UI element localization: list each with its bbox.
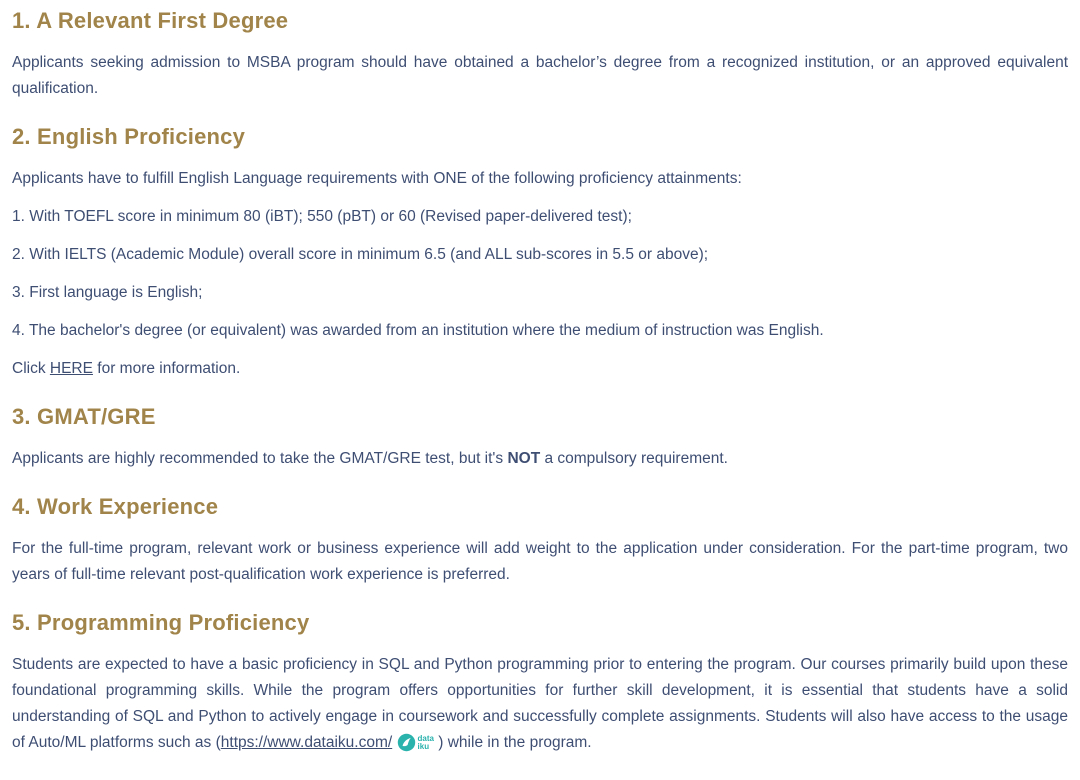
programming-text-before: Students are expected to have a basic proficiency in SQL and Python programming prior to entering the program. Our courses primarily build upon these foundational programming skills. While the program offers opportunities for further skill development, it is essential that students have a solid understanding of SQL and Python to actively engage in coursework and successfully complete assignments. Students will also have access to the usage of Auto/ML platforms such as ( (12, 656, 1068, 751)
section-heading-gmat-gre: 3. GMAT/GRE (12, 404, 156, 429)
dataiku-bird-icon (397, 733, 416, 752)
more-info-prefix: Click (12, 360, 50, 377)
section-gmat-gre (12, 404, 1068, 472)
section-heading-first-degree: 1. A Relevant First Degree (12, 8, 289, 33)
not-emphasis: NOT (507, 450, 541, 467)
gmat-text-before: Applicants are highly recommended to take the GMAT/GRE test, but it's (12, 450, 508, 467)
more-info-suffix: for more information. (92, 360, 241, 377)
more-info-line (12, 356, 1068, 382)
programming-text-after: ) while in the program. (433, 734, 592, 751)
english-requirement-item: 4. The bachelor's degree (or equivalent) was awarded from an institution where the medium of instruction was English. (12, 322, 824, 339)
dataiku-link[interactable]: https://www.dataiku.com/ (220, 734, 393, 751)
section-work-experience (12, 494, 1068, 588)
programming-proficiency-paragraph (12, 652, 1068, 756)
english-requirement-item: 1. With TOEFL score in minimum 80 (iBT); 550 (pBT) or 60 (Revised paper-delivered test); (12, 208, 632, 225)
section-first-degree (12, 8, 1068, 102)
first-degree-paragraph: Applicants seeking admission to MSBA program should have obtained a bachelor’s degree from a recognized institution, or an approved equivalent qualification. (12, 54, 1068, 97)
section-heading-english-proficiency: 2. English Proficiency (12, 124, 246, 149)
work-experience-paragraph: For the full-time program, relevant work or business experience will add weight to the application under consideration. For the part-time program, two years of full-time relevant post-qualification work experience is preferred. (12, 540, 1068, 583)
english-requirement-item: 3. First language is English; (12, 284, 203, 301)
dataiku-wordmark: data iku (417, 733, 434, 751)
here-link[interactable]: HERE (49, 360, 93, 377)
dataiku-logo (397, 733, 434, 752)
gmat-gre-paragraph (12, 446, 1068, 472)
section-heading-work-experience: 4. Work Experience (12, 494, 219, 519)
gmat-text-after: a compulsory requirement. (540, 450, 728, 467)
english-requirement-item: 2. With IELTS (Academic Module) overall score in minimum 6.5 (and ALL sub-scores in 5.5 or above); (12, 246, 709, 263)
section-heading-programming-proficiency: 5. Programming Proficiency (12, 610, 310, 635)
section-programming-proficiency (12, 610, 1068, 756)
english-proficiency-intro: Applicants have to fulfill English Language requirements with ONE of the following proficiency attainments: (12, 170, 742, 187)
section-english-proficiency (12, 124, 1068, 382)
